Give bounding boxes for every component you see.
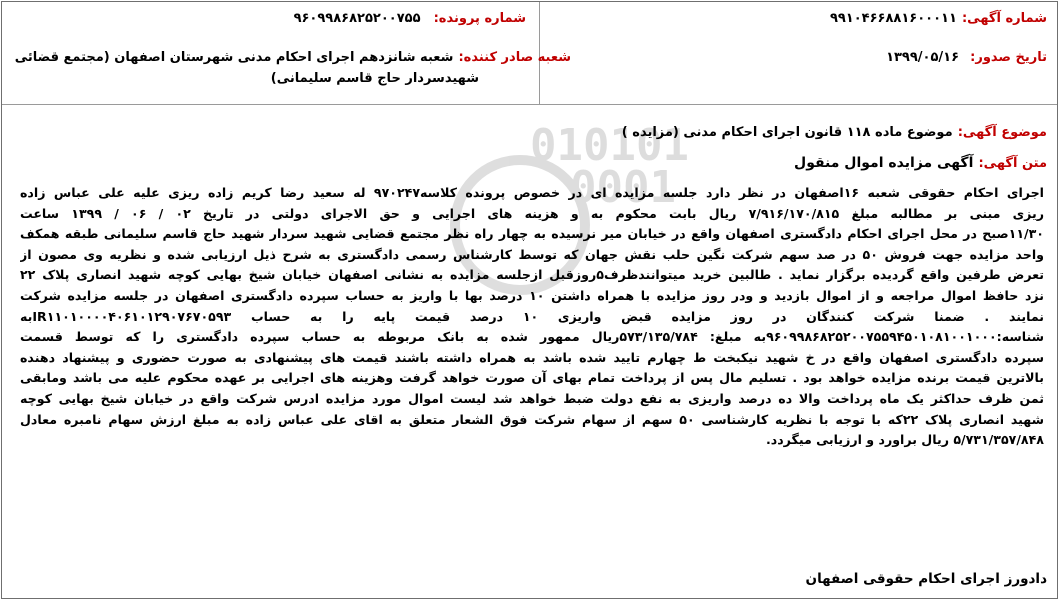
header-divider-horizontal <box>2 104 1057 105</box>
body-line: ریزی مبنی بر مطالبه مبلغ ۷/۹۱۶/۱۷۰/۸۱۵ ریال بابت محکوم به و هزینه های اجرایی و حق الاجرای دولتی در تاریخ ۰۲ / ۰۶ / ۱۳۹۹ ساعت <box>20 205 1044 221</box>
body-line: شناسه:۹۶۰۹۹۸۶۸۲۵۲۰۰۷۵۵۹۴۵۰۱۰۸۱۰۰۱۰۰۰به مبلغ: ۵۷۳/۱۳۵/۷۸۴ریال ممهور شده به بانک مربوطه به حساب سپرده دادگستری را که توسط قسمت <box>20 329 1044 345</box>
body-line: اجرای احکام حقوقی شعبه ۱۶اصفهان در نظر دارد جلسه مزایده ای در خصوص پرونده کلاسه۹۷۰۲۴۷ له سعید رضا کریم زاده ریزی علیه علی عباس زاده <box>20 185 1044 200</box>
notice-body <box>20 183 1044 451</box>
subject-row <box>622 121 1047 140</box>
notice-number: ۹۹۱۰۴۶۶۸۸۱۶۰۰۰۱۱ <box>829 11 957 26</box>
case-number-label: شماره پرونده: <box>433 11 526 26</box>
issuer-line1: شعبه شانزدهم اجرای احکام مدنی شهرستان اصفهان (مجتمع قضائی <box>14 50 454 65</box>
body-line: تعرض طرفین واقع گردیده برگزار نماید . طالبین خرید میتوانندظرف۵روزقبل ازجلسه مزایده به نشانی اصفهان خیابان شیخ بهایی کوچه شهید انصاری پلاک ۲۲ <box>20 267 1044 283</box>
issuer-row <box>15 46 571 65</box>
text-title-row <box>794 152 1047 171</box>
watermark-digits-1: 010101 <box>530 120 689 171</box>
issuer-label: شعبه صادر کننده: <box>458 50 571 65</box>
watermark-digits-2: 0001 <box>570 162 676 213</box>
text-label: متن آگهی: <box>978 156 1047 171</box>
body-line: بالاترین قیمت برنده مزایده خواهد بود . تسلیم مال پس از پرداخت تمام بهای آن صورت خواهد گرفت وهزینه های اجرایی بر عهده محکوم علیه می باشد ومابقی <box>20 370 1044 386</box>
text-title: آگهی مزایده اموال منقول <box>794 155 974 171</box>
body-line: سپرده دادگستری اصفهان واقع در خ شهید نیکبخت ط چهارم تایید شده باشد به همراه داشته باشند قیمت های پیشنهادی به صورت حضوری و پیشنهاد دهنده <box>20 349 1044 365</box>
body-line: نزد حافظ اموال مراجعه و از اموال بازدید و ودر روز مزایده با همراه داشتن ۱۰ درصد بها با واریز به حساب سپرده دادگستری اصفهان در جلسه مزایده شرکت <box>20 287 1044 303</box>
subject-label: موضوع آگهی: <box>957 125 1047 140</box>
body-line: شهید انصاری پلاک ۲۲که با توجه با نظریه کارشناسی ۵۰ سهم از سهام شرکت فوق الشعار متعلق به اقای علی عباس زاده به مبلغ ارزش سهام نامبره معادل <box>20 411 1044 427</box>
body-line: ۱۱/۳۰صبح در محل اجرای احکام دادگستری اصفهان واقع در خیابان میر نرسیده به چهار راه نظر مجتمع قضایی شهید سردار شهید حاج قاسم سلیمانی طبقه همکف <box>20 226 1044 242</box>
body-line: نمایند . ضمنا شرکت کنندگان در روز مزایده قبض واریزی ۱۰ درصد قیمت پایه را به حساب IR۱۱۰۱۰۰۰۰۴۰۶۱۰۱۲۹۰۷۶۷۰۵۹۳به <box>20 308 1044 324</box>
body-line: واحد مزایده جهت فروش ۵۰ در صد سهم شرکت نگین حلب نقش جهان که توسط کارشناس رسمی دادگستری به شرح ذیل ارزیابی شده و نظریه وی مصون از <box>20 246 1044 262</box>
notice-number-row <box>830 7 1047 26</box>
issuer-line2: شهیدسردار حاج قاسم سلیمانی) <box>270 71 479 86</box>
case-number-row <box>294 7 526 26</box>
issue-date-row <box>886 46 1047 65</box>
subject-text: موضوع ماده ۱۱۸ قانون اجرای احکام مدنی (مزایده ) <box>621 125 953 140</box>
notice-number-label: شماره آگهی: <box>961 11 1047 26</box>
body-line: ۵/۷۳۱/۳۵۷/۸۴۸ ریال براورد و ارزیابی میگردد. <box>765 432 1044 448</box>
body-line: ثمن ظرف حداکثر یک ماه پرداخت والا ده درصد واریزی به نفع دولت ضبط خواهد شد لیست اموال مورد مزایده ادرس شرکت واقع در خیابان شیخ بهایی کوچه <box>20 390 1044 406</box>
issue-date-label: تاریخ صدور: <box>970 50 1047 65</box>
case-number: ۹۶۰۹۹۸۶۸۲۵۲۰۰۷۵۵ <box>293 11 421 26</box>
footer-signature: دادورز اجرای احکام حقوقی اصفهان <box>805 571 1047 587</box>
issue-date: ۱۳۹۹/۰۵/۱۶ <box>886 50 960 65</box>
